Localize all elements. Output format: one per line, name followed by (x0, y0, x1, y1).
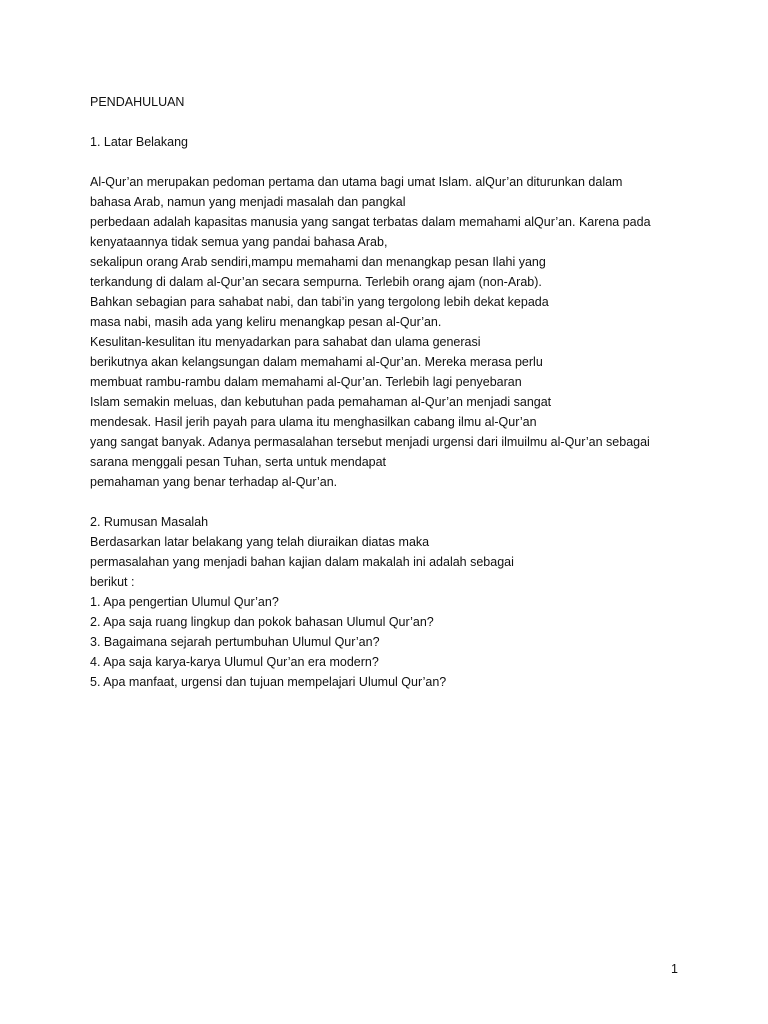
document-heading: PENDAHULUAN (90, 95, 185, 109)
document-body (90, 92, 690, 692)
paragraph-line: membuat rambu-rambu dalam memahami al-Qur’an. Terlebih lagi penyebaran (90, 375, 522, 389)
paragraph-line: Kesulitan-kesulitan itu menyadarkan para sahabat dan ulama generasi (90, 335, 481, 349)
spacer (90, 112, 690, 132)
paragraph-line: kenyataannya tidak semua yang pandai bahasa Arab, (90, 235, 388, 249)
paragraph-line: Berdasarkan latar belakang yang telah diuraikan diatas maka (90, 535, 430, 549)
paragraph-line: bahasa Arab, namun yang menjadi masalah dan pangkal (90, 195, 406, 209)
paragraph-line: berikut : (90, 575, 135, 589)
paragraph-line: pemahaman yang benar terhadap al-Qur’an. (90, 475, 338, 489)
paragraph-rumusan-masalah (90, 532, 690, 592)
paragraph-line: sarana menggali pesan Tuhan, serta untuk mendapat (90, 455, 387, 469)
question-item: 2. Apa saja ruang lingkup dan pokok bahasan Ulumul Qur’an? (90, 615, 434, 629)
question-item: 1. Apa pengertian Ulumul Qur’an? (90, 595, 279, 609)
paragraph-line: sekalipun orang Arab sendiri,mampu memahami dan menangkap pesan Ilahi yang (90, 255, 546, 269)
paragraph-line: mendesak. Hasil jerih payah para ulama itu menghasilkan cabang ilmu al-Qur’an (90, 415, 537, 429)
paragraph-line: Al-Qur’an merupakan pedoman pertama dan utama bagi umat Islam. alQur’an diturunkan dalam (90, 175, 623, 189)
question-item: 3. Bagaimana sejarah pertumbuhan Ulumul Qur’an? (90, 635, 380, 649)
paragraph-line: perbedaan adalah kapasitas manusia yang sangat terbatas dalam memahami alQur’an. Karena pada (90, 215, 651, 229)
spacer (90, 152, 690, 172)
paragraph-line: masa nabi, masih ada yang keliru menangkap pesan al-Qur’an. (90, 315, 442, 329)
paragraph-latar-belakang (90, 172, 690, 492)
question-list (90, 592, 690, 692)
page-number: 1 (671, 962, 678, 976)
section-title-rumusan-masalah: 2. Rumusan Masalah (90, 515, 209, 529)
paragraph-line: yang sangat banyak. Adanya permasalahan tersebut menjadi urgensi dari ilmuilmu al-Qur’an sebagai (90, 435, 650, 449)
question-item: 5. Apa manfaat, urgensi dan tujuan mempelajari Ulumul Qur’an? (90, 675, 447, 689)
paragraph-line: berikutnya akan kelangsungan dalam memahami al-Qur’an. Mereka merasa perlu (90, 355, 543, 369)
paragraph-line: Bahkan sebagian para sahabat nabi, dan tabi’in yang tergolong lebih dekat kepada (90, 295, 549, 309)
question-item: 4. Apa saja karya-karya Ulumul Qur’an era modern? (90, 655, 379, 669)
paragraph-line: terkandung di dalam al-Qur’an secara sempurna. Terlebih orang ajam (non-Arab). (90, 275, 542, 289)
paragraph-line: permasalahan yang menjadi bahan kajian dalam makalah ini adalah sebagai (90, 555, 514, 569)
section-title-latar-belakang: 1. Latar Belakang (90, 135, 188, 149)
paragraph-line: Islam semakin meluas, dan kebutuhan pada pemahaman al-Qur’an menjadi sangat (90, 395, 552, 409)
spacer (90, 492, 690, 512)
